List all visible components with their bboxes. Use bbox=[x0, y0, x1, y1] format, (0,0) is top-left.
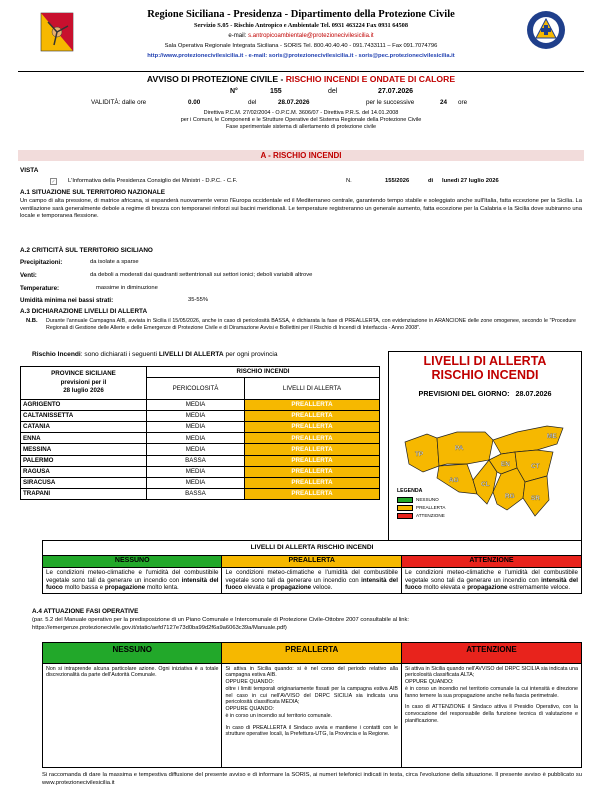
livelli-header: LIVELLI DI ALLERTA bbox=[245, 378, 380, 400]
province-row bbox=[21, 455, 380, 466]
humidity-value: 35-55% bbox=[188, 297, 208, 303]
level-preallerta-header: PREALLERTA bbox=[222, 556, 401, 568]
levels-table-title: LIVELLI DI ALLERTA RISCHIO INCENDI bbox=[43, 541, 582, 556]
province-pa bbox=[437, 432, 493, 466]
ops-attenzione-text bbox=[401, 663, 581, 768]
wind-value: da deboli a moderati dai quadranti settentrionali sui settori ionici; deboli variabili altrove bbox=[90, 272, 313, 278]
ops-paragraph: In caso di PREALLERTA il Sindaco avvia e mantiene i contatti con le strutture operative locali, la Prefettura-UTG, la Provincia e la Regione. bbox=[225, 724, 398, 738]
precipitation-value: da isolate a sparse bbox=[90, 259, 139, 265]
province-row bbox=[21, 466, 380, 477]
alert-document: Regione Siciliana - Presidenza - Dipartimento della Protezione Civile Servizio S.05 - Rischio Antropico e Ambientale Tel. 0931 463224 Fax 0931 64508 e-mail: s.antropicoambientale@protezionecivilesicilia.it Sala Operativa Regionale Integrata Siciliana - SORIS Tel. 800.40.40.40 - 091.7433111 – Fax 091.7074796 http://www.protezionecivilesicilia.it - e-mail: soris@protezionecivilesicilia.it - soris@pec.protezionecivilesicilia.it AVVISO DI PROTEZIONE CIVILE - RISCHIO INCENDI E ONDATE DI CALORE N° 155 del 27.07.2026 VALIDITÀ: dalle ore 0.00 del 28.07.2026 per le successive 24 ore Direttiva P.C.M. 27/02/2004 - O.P.C.M. 3606/07 - Direttiva P.R.S. del 14.01.2008 per i Comuni, le Componenti e le Strutture Operative del Sistema Regionale della Protezione Civile Fase sperimentale sistema di allertamento di protezione civile A - RISCHIO INCENDI VISTA ✓ L'Informativa della Presidenza Consiglio dei Ministri - D.P.C. - C.F. N. 155/2026 di lunedì 27 luglio 2026 A.1 SITUAZIONE SUL TERRITORIO NAZIONALE Un campo di alta pressione, di matrice africana, si espanderà nuovamente verso l'Europa occidentale ed il Mediterraneo centrale, garantendo tempo stabile e soleggiato anche sull'Italia, fatta eccezione per la Sicilia. La ventilazione sarà generalmente debole a regime di brezza con temporanei rinforzi sui bacini meridionali. Le temperature registreranno un generale aumento, fatta eccezione per la Calabria e la Sicilia dove subiranno una locale e temporanea flessione. A.2 CRITICITÀ SUL TERRITORIO SICILIANO Precipitazioni: da isolate a sparse Venti: da deboli a moderati dai quadranti settentrionali sui settori ionici; deboli variabili altrove Temperature: massime in diminuzione Umidità minima nei bassi strati: 35-55% A.3 DICHIARAZIONE LIVELLI DI ALLERTA N.B. Durante l'annuale Campagna AIB, avviata in Sicilia il 15/05/2026, anche in caso di pericolosità BASSA, è dichiarata la fase di PREALLERTA, con evidenziazione in ARANCIONE delle zone omogenee, secondo le "Procedure Regionali di Gestione delle Allerte e delle Emergenze di Protezione Civile e di Diramazione Avvisi e Bollettini per il Rischio di Incendi di Interfaccia - Anno 2008". Rischio Incendi: sono dichiarati i seguenti LIVELLI DI ALLERTA per ogni provincia PROVINCE SICILIANE previsioni per il 28 luglio 2026 RISCHIO INCENDI PERICOLOSITÀ LIVELLI DI ALLERTA AGRIGENTO MEDIA PREALLERTA CALTANISSETTA MEDIA PREALLERTA CATANIA MEDIA PREALLERTA ENNA MEDIA PREALLERTA MESSINA MEDIA PREALLERTA PALERMO BASSA PREALLERTA RAGUSA MEDIA PREALLERTA SIRACUSA MEDIA PREALLERTA TRAPANI BASSA PREALLERTA LIVELLI DI ALLERTA RISCHIO INCENDI PREVISIONI DEL GIORNO: 28.07.2026 TP PA ME AG EN CT CL SR RG LEGENDA NESSUNO PREALLERTA ATTENZIONE LIVELLI DI ALLERTA RISCHIO INCENDI NESSUNO PREALLERTA ATTENZIONE Le condizioni meteo-climatiche e l'umidità del combustibile vegetale sono tali da generare un incendio con intensità del fuoco molto bassa e propagazione molto lenta. Le condizioni meteo-climatiche e l'umidità del combustibile vegetale sono tali da generare un incendio con intensità del fuoco elevata e propagazione veloce. Le condizioni meteo-climatiche e l'umidità del combustibile vegetale sono tali da generare un incendio con intensità del fuoco molto elevata e propagazione estremamente veloce. A.4 ATTUAZIONE FASI OPERATIVE (par. 5.2 del Manuale operativo per la predisposizione di un Piano Comunale e Intercomunale di Protezione Civile-Ottobre 2007 consultabile al link: https://emergenze.protezionecivile.gov.it/static/aefd7127e73d0ba99d2f6a9a6063c39a/Manuale.pdf) NESSUNO PREALLERTA ATTENZIONE Non si intraprende alcuna particolare azione. Ogni iniziativa è a totale discrezionalità da parte dell'Autorità Comunale. Si attiva in Sicilia quando: si è nel corso del periodo relativo alla campagna estiva AIB. OPPURE QUANDO: oltre i limiti temporali originariamente fissati per la campagna estiva AIB nel caso in cui nell'AVVISO del DRPC SICILIA sia indicata una pericolosità classificata MEDIA; OPPURE QUANDO: è in corso un incendio sul territorio comunale. In caso di PREALLERTA il Sindaco avvia e mantiene i contatti con le strutture operative locali, la Prefettura-UTG, la Provincia e la Regione. Si attiva in Sicilia quando nell'AVVISO del DRPC SICILIA sia indicata una pericolosità classificata ALTA; OPPURE QUANDO: è in corso un incendio nel territorio comunale la cui intensità e direzione fanno temere la sua propagazione anche nella fascia perimetrale. In caso di ATTENZIONE il Sindaco attiva il Presidio Operativo, con la convocazione del responsabile della funzione tecnica di valutazione e pianificazione. Si raccomanda di dare la massima e tempestiva diffusione del presente avviso e di informare la SORIS, ai numeri telefonici indicati in testa, circa l'evoluzione della situazione. Il presente avviso è pubblicato su www.protezionecivilesicilia.it bbox=[18, 6, 584, 794]
ops-paragraph: OPPURE QUANDO: bbox=[225, 706, 275, 713]
province-name: AGRIGENTO bbox=[21, 400, 147, 411]
avviso-number: 155 bbox=[270, 88, 282, 95]
level-attenzione-desc: Le condizioni meteo-climatiche e l'umidità del combustibile vegetale sono tali da generare un incendio con intensità del fuoco molto elevata e propagazione estremamente veloce. bbox=[401, 567, 581, 593]
ops-nessuno-header: NESSUNO bbox=[43, 643, 222, 664]
a3-note: Durante l'annuale Campagna AIB, avviata in Sicilia il 15/05/2026, anche in caso di pericolosità BASSA, è dichiarata la fase di PREALLERTA, con evidenziazione in ARANCIONE delle zone omogenee, secondo le "Procedure Regionali di Gestione delle Allerte e delle Emergenze di Protezione Civile e di Diramazione Avvisi e Bollettini per il Rischio di Incendi di Interfaccia - Anno 2008". bbox=[46, 318, 576, 331]
ops-paragraph: OPPURE QUANDO: bbox=[404, 679, 454, 686]
a3-title: A.3 DICHIARAZIONE LIVELLI DI ALLERTA bbox=[20, 308, 148, 315]
province-name: SIRACUSA bbox=[21, 477, 147, 488]
province-rg bbox=[493, 468, 525, 510]
map-label: SR bbox=[531, 495, 540, 502]
map-label: AG bbox=[449, 477, 459, 484]
ops-paragraph: OPPURE QUANDO: bbox=[225, 679, 275, 686]
province-alert-level: PREALLERTA bbox=[245, 400, 380, 411]
province-pericolosita: MEDIA bbox=[147, 466, 245, 477]
ops-paragraph: oltre i limiti temporali originariamente fissati per la campagna estiva AIB nel caso in cui nell'AVVISO del DRPC SICILIA sia indicata una pericolosità classificata MEDIA; bbox=[225, 685, 398, 706]
province-name: RAGUSA bbox=[21, 466, 147, 477]
ops-preallerta-text bbox=[222, 663, 401, 768]
map-label: TP bbox=[415, 451, 424, 458]
ops-paragraph: Si attiva in Sicilia quando: si è nel corso del periodo relativo alla campagna estiva AIB. bbox=[225, 665, 398, 679]
ops-paragraph: Non si intraprende alcuna particolare azione. Ogni iniziativa è a totale discrezionalità da parte dell'Autorità Comunale. bbox=[46, 665, 219, 679]
province-name: MESSINA bbox=[21, 444, 147, 455]
levels-table bbox=[42, 540, 582, 594]
map-title-2: RISCHIO INCENDI bbox=[431, 368, 539, 383]
a4-link[interactable]: https://emergenze.protezionecivile.gov.it/static/aefd7127e73d0ba99d2f6a9a6063c39a/Manuale.pdf) bbox=[32, 625, 287, 631]
directive-block: Direttiva P.C.M. 27/02/2004 - O.P.C.M. 3606/07 - Direttiva P.R.S. del 14.01.2008 per i Comuni, le Componenti e le Strutture Operative del Sistema Regionale della Protezione Civile Fase sperimentale sistema di allertamento di protezione civile bbox=[180, 110, 422, 131]
ops-paragraph: Si attiva in Sicilia quando nell'AVVISO del DRPC SICILIA sia indicata una pericolosità classificata ALTA; bbox=[404, 665, 578, 679]
province-header: PROVINCE SICILIANE previsioni per il 28 luglio 2026 bbox=[21, 367, 147, 400]
province-pericolosita: MEDIA bbox=[147, 477, 245, 488]
rischio-line: Rischio Incendi: sono dichiarati i seguenti LIVELLI DI ALLERTA per ogni provincia bbox=[32, 351, 278, 358]
header-soris: Sala Operativa Regionale Integrata Siciliana - SORIS Tel. 800.40.40.40 - 091.7433111 – Fax 091.7074796 bbox=[164, 43, 438, 50]
level-nessuno-header: NESSUNO bbox=[43, 556, 222, 568]
avviso-title: AVVISO DI PROTEZIONE CIVILE - RISCHIO INCENDI E ONDATE DI CALORE bbox=[146, 74, 456, 84]
ops-attenzione-header: ATTENZIONE bbox=[401, 643, 581, 664]
pericolosita-header: PERICOLOSITÀ bbox=[147, 378, 245, 400]
vista-checkbox: ✓ bbox=[51, 179, 56, 185]
province-pericolosita: MEDIA bbox=[147, 433, 245, 444]
province-alert-level: PREALLERTA bbox=[245, 422, 380, 433]
province-name: CATANIA bbox=[21, 422, 147, 433]
map-label: RG bbox=[505, 493, 515, 500]
province-row bbox=[21, 477, 380, 488]
header-title: Regione Siciliana - Presidenza - Dipartimento della Protezione Civile bbox=[147, 9, 455, 20]
province-alert-level: PREALLERTA bbox=[245, 411, 380, 422]
vista-title: VISTA bbox=[20, 167, 39, 174]
level-attenzione-header: ATTENZIONE bbox=[401, 556, 581, 568]
alert-map-panel bbox=[388, 351, 582, 541]
level-preallerta-desc: Le condizioni meteo-climatiche e l'umidità del combustibile vegetale sono tali da generare un incendio con intensità del fuoco elevata e propagazione veloce. bbox=[222, 567, 401, 593]
level-nessuno-desc: Le condizioni meteo-climatiche e l'umidità del combustibile vegetale sono tali da generare un incendio con intensità del fuoco molto bassa e propagazione molto lenta. bbox=[43, 567, 222, 593]
province-row bbox=[21, 444, 380, 455]
footer-note: Si raccomanda di dare la massima e tempestiva diffusione del presente avviso e di informare la SORIS, ai numeri telefonici indicati in testa, circa l'evoluzione della situazione. Il presente avviso è pubblicato su www.protezionecivilesicilia.it bbox=[42, 772, 582, 786]
province-pericolosita: MEDIA bbox=[147, 400, 245, 411]
province-me bbox=[493, 426, 563, 454]
province-alert-level: PREALLERTA bbox=[245, 477, 380, 488]
province-row bbox=[21, 422, 380, 433]
operational-phases-table bbox=[42, 642, 582, 768]
a4-title: A.4 ATTUAZIONE FASI OPERATIVE bbox=[32, 608, 139, 615]
a1-text: Un campo di alta pressione, di matrice africana, si espanderà nuovamente verso l'Europa occidentale ed il Mediterraneo centrale, garantendo tempo stabile e soleggiato anche sull'Italia, fatta eccezione per la Sicilia. La ventilazione sarà generalmente debole a regime di brezza con temporanei rinforzi sui bacini meridionali. Le temperature registreranno un generale aumento, fatta eccezione per la Calabria e la Sicilia dove subiranno una locale e temporanea flessione. bbox=[20, 198, 582, 220]
map-title-1: LIVELLI DI ALLERTA bbox=[423, 354, 547, 368]
letterhead bbox=[18, 6, 584, 70]
map-forecast-line: PREVISIONI DEL GIORNO: 28.07.2026 bbox=[418, 388, 552, 398]
province-name: ENNA bbox=[21, 433, 147, 444]
province-alert-level: PREALLERTA bbox=[245, 433, 380, 444]
ops-paragraph: è in corso un incendio nel territorio comunale la cui intensità e direzione fanno temere la sua propagazione anche nella fascia perimetrale. bbox=[404, 685, 578, 699]
vista-date: lunedì 27 luglio 2026 bbox=[442, 178, 499, 184]
province-alert-level: PREALLERTA bbox=[245, 488, 380, 499]
header-email-link[interactable]: s.antropicoambientale@protezionecivilesicilia.it bbox=[248, 32, 374, 39]
a2-title: A.2 CRITICITÀ SUL TERRITORIO SICILIANO bbox=[20, 247, 153, 254]
province-row bbox=[21, 433, 380, 444]
province-name: TRAPANI bbox=[21, 488, 147, 499]
ops-preallerta-header: PREALLERTA bbox=[222, 643, 401, 664]
avviso-number-row: N° 155 del 27.07.2026 bbox=[230, 88, 414, 95]
legend-item-nessuno: NESSUNO bbox=[397, 497, 445, 503]
validity-date: 28.07.2026 bbox=[278, 99, 310, 106]
header-links[interactable]: http://www.protezionecivilesicilia.it - e-mail: soris@protezionecivilesicilia.it - soris@pec.protezionecivilesicilia.it bbox=[147, 52, 455, 59]
province-alert-level: PREALLERTA bbox=[245, 455, 380, 466]
province-alert-level: PREALLERTA bbox=[245, 466, 380, 477]
province-row bbox=[21, 400, 380, 411]
province-pericolosita: MEDIA bbox=[147, 411, 245, 422]
vista-text: L'Informativa della Presidenza Consiglio dei Ministri - D.P.C. - C.F. bbox=[68, 178, 238, 184]
a1-title: A.1 SITUAZIONE SUL TERRITORIO NAZIONALE bbox=[20, 189, 165, 196]
province-row bbox=[21, 488, 380, 499]
province-pericolosita: BASSA bbox=[147, 488, 245, 499]
header-service: Servizio S.05 - Rischio Antropico e Ambientale Tel. 0931 463224 Fax 0931 64508 bbox=[194, 22, 408, 30]
validity-row: VALIDITÀ: dalle ore 0.00 del 28.07.2026 per le successive 24 ore bbox=[91, 99, 468, 106]
province-name: CALTANISSETTA bbox=[21, 411, 147, 422]
map-label: PA bbox=[455, 445, 464, 452]
province-pericolosita: MEDIA bbox=[147, 444, 245, 455]
province-pericolosita: MEDIA bbox=[147, 422, 245, 433]
header-email-line: e-mail: s.antropicoambientale@protezionecivilesicilia.it bbox=[228, 32, 374, 39]
legend-item-attenzione: ATTENZIONE bbox=[397, 513, 445, 519]
a4-text: (par. 5.2 del Manuale operativo per la predisposizione di un Piano Comunale e Intercomunale di Protezione Civile-Ottobre 2007 consultabile al link: bbox=[32, 617, 410, 623]
vista-number: 155/2026 bbox=[385, 178, 410, 184]
ops-paragraph: è in corso un incendio sul territorio comunale. bbox=[225, 712, 333, 719]
map-label: CT bbox=[531, 463, 540, 470]
province-row bbox=[21, 411, 380, 422]
map-label: ME bbox=[547, 433, 557, 440]
section-a-title: A - RISCHIO INCENDI bbox=[18, 150, 584, 161]
province-name: PALERMO bbox=[21, 455, 147, 466]
province-alert-level: PREALLERTA bbox=[245, 444, 380, 455]
map-forecast-date: 28.07.2026 bbox=[515, 388, 552, 398]
province-table bbox=[20, 366, 380, 500]
temperature-value: massime in diminuzione bbox=[96, 285, 158, 291]
map-legend: LEGENDA NESSUNO PREALLERTA ATTENZIONE bbox=[397, 488, 446, 518]
map-label: EN bbox=[501, 461, 510, 468]
avviso-date: 27.07.2026 bbox=[378, 88, 414, 95]
map-label: CL bbox=[481, 481, 490, 488]
province-pericolosita: BASSA bbox=[147, 455, 245, 466]
rischio-header: RISCHIO INCENDI bbox=[147, 367, 380, 378]
ops-paragraph: In caso di ATTENZIONE il Sindaco attiva il Presidio Operativo, con la convocazione del responsabile della funzione tecnica di valutazione e pianificazione. bbox=[404, 704, 578, 724]
legend-item-preallerta: PREALLERTA bbox=[397, 505, 445, 511]
ops-nessuno-text bbox=[43, 663, 222, 768]
